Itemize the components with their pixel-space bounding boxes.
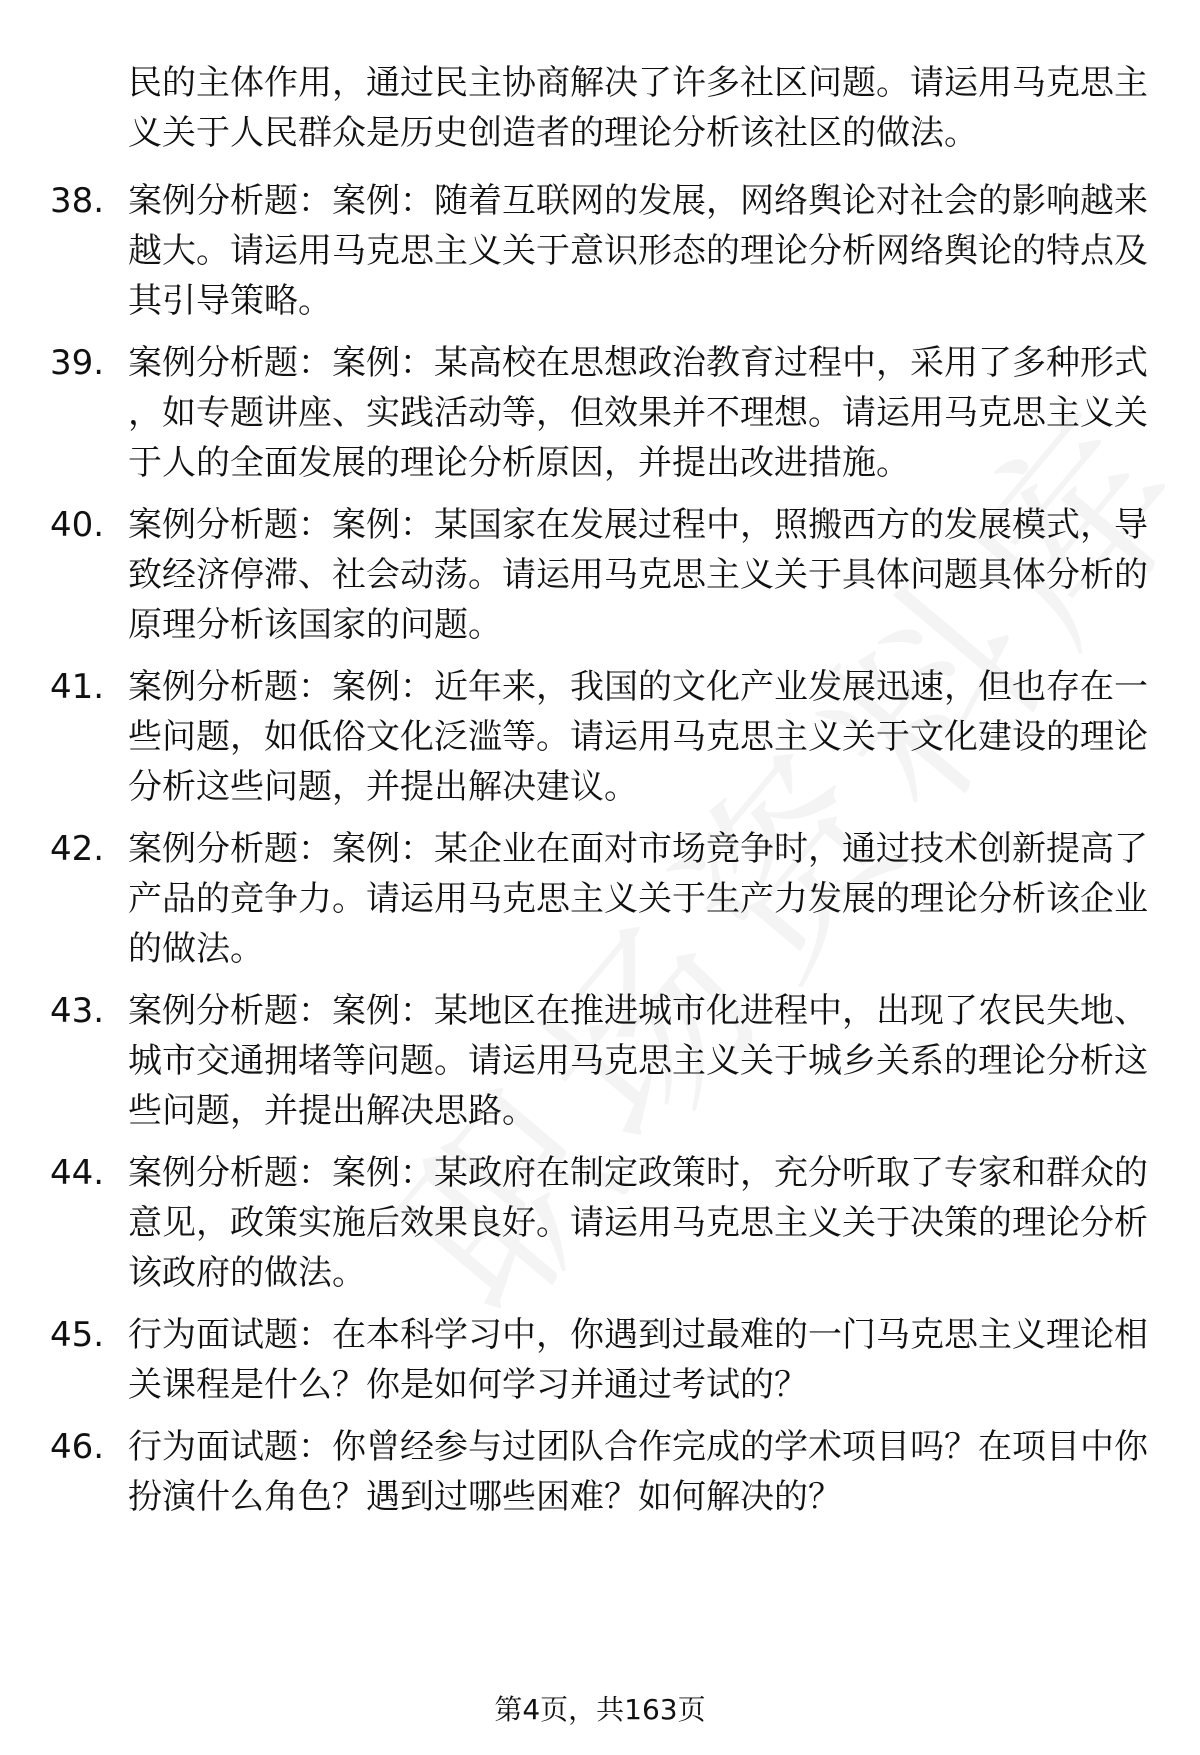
question-number: 39. xyxy=(50,343,105,383)
continued-paragraph: 民的主体作用，通过民主协商解决了许多社区问题。请运用马克思主义关于人民群众是历史创造者的理论分析该社区的做法。 xyxy=(128,63,1148,153)
question-number: 44. xyxy=(50,1153,105,1193)
question-number: 38. xyxy=(50,181,105,221)
question-text: 行为面试题：你曾经参与过团队合作完成的学术项目吗？在项目中你扮演什么角色？遇到过哪些困难？如何解决的？ xyxy=(128,1427,1148,1517)
question-number: 43. xyxy=(50,991,105,1031)
page-footer: 第4页，共163页 xyxy=(494,1693,706,1726)
question-text: 案例分析题：案例：某企业在面对市场竞争时，通过技术创新提高了产品的竞争力。请运用马克思主义关于生产力发展的理论分析该企业的做法。 xyxy=(128,829,1148,969)
question-text: 行为面试题：在本科学习中，你遇到过最难的一门马克思主义理论相关课程是什么？你是如何学习并通过考试的？ xyxy=(128,1315,1148,1405)
question-text: 案例分析题：案例：某高校在思想政治教育过程中，采用了多种形式，如专题讲座、实践活动等，但效果并不理想。请运用马克思主义关于人的全面发展的理论分析原因，并提出改进措施。 xyxy=(128,343,1148,483)
question-number: 42. xyxy=(50,829,105,869)
question-number: 45. xyxy=(50,1315,105,1355)
question-number: 41. xyxy=(50,667,105,707)
question-text: 案例分析题：案例：某国家在发展过程中，照搬西方的发展模式，导致经济停滞、社会动荡。请运用马克思主义关于具体问题具体分析的原理分析该国家的问题。 xyxy=(128,505,1148,645)
question-text: 案例分析题：案例：随着互联网的发展，网络舆论对社会的影响越来越大。请运用马克思主义关于意识形态的理论分析网络舆论的特点及其引导策略。 xyxy=(128,181,1148,321)
question-text: 案例分析题：案例：某地区在推进城市化进程中，出现了农民失地、城市交通拥堵等问题。请运用马克思主义关于城乡关系的理论分析这些问题，并提出解决思路。 xyxy=(128,991,1148,1131)
question-text: 案例分析题：案例：某政府在制定政策时，充分听取了专家和群众的意见，政策实施后效果良好。请运用马克思主义关于决策的理论分析该政府的做法。 xyxy=(128,1153,1148,1293)
question-text: 案例分析题：案例：近年来，我国的文化产业发展迅速，但也存在一些问题，如低俗文化泛滥等。请运用马克思主义关于文化建设的理论分析这些问题，并提出解决建议。 xyxy=(128,667,1148,807)
question-number: 40. xyxy=(50,505,105,545)
question-number: 46. xyxy=(50,1427,105,1467)
